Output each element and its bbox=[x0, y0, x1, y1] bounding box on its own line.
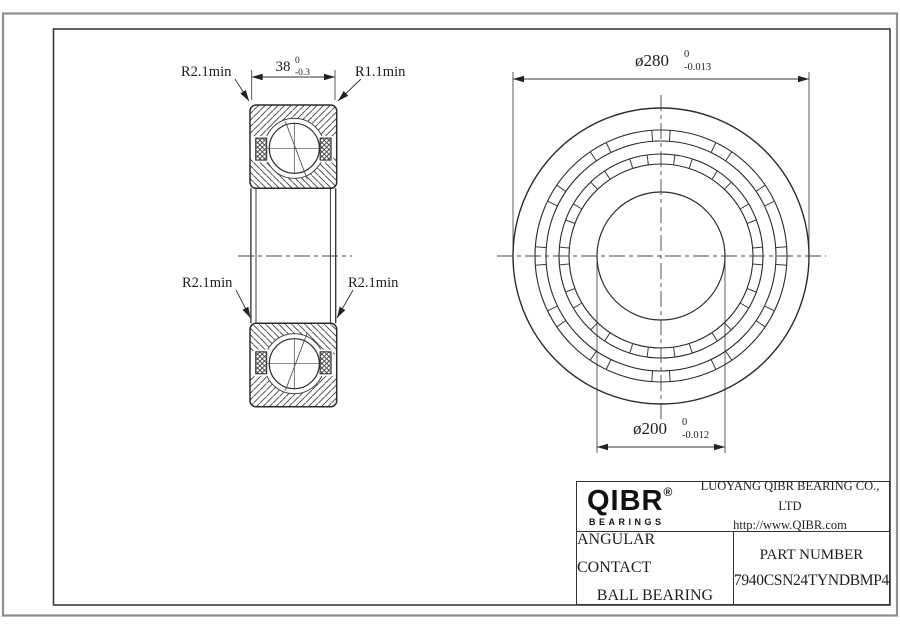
logo-sub-text: BEARINGS bbox=[589, 517, 665, 527]
company-website: http://www.QIBR.com bbox=[733, 518, 847, 533]
company-logo bbox=[577, 486, 695, 527]
side-view-top-section bbox=[250, 105, 337, 188]
width-dim-tol-lower: -0.3 bbox=[295, 68, 311, 78]
cage-section-left bbox=[256, 352, 267, 374]
callout-top-left: R2.1min bbox=[181, 64, 232, 80]
od-dim-tol-lower: -0.013 bbox=[684, 62, 712, 73]
cage-section-left bbox=[256, 138, 267, 160]
product-description-cell bbox=[577, 532, 734, 604]
width-dim-tol-upper: 0 bbox=[295, 56, 300, 66]
width-dim-value: 38 bbox=[275, 59, 291, 75]
callout-bottom-left: R2.1min bbox=[182, 275, 233, 291]
product-line2: BALL BEARING bbox=[596, 587, 714, 604]
title-block-header-row bbox=[577, 479, 889, 533]
bore-dim-tol-lower: -0.012 bbox=[682, 430, 710, 441]
company-name: LUOYANG QIBR BEARING CO., LTD bbox=[700, 479, 880, 513]
od-dim-tol-upper: 0 bbox=[684, 49, 690, 60]
part-number-label: PART NUMBER bbox=[759, 546, 864, 563]
logo-brand-text bbox=[587, 486, 695, 516]
title-block bbox=[576, 481, 890, 605]
part-number-value: 7940CSN24TYNDBMP4 bbox=[733, 571, 889, 589]
cage-section-right bbox=[320, 138, 331, 160]
bore-dim-tol-upper: 0 bbox=[682, 417, 688, 428]
width-dimension bbox=[252, 56, 335, 100]
title-block-detail-row bbox=[577, 532, 889, 604]
logo-word: QIBR bbox=[587, 485, 664, 517]
cage-section-right bbox=[320, 352, 331, 374]
product-line1: ANGULAR CONTACT bbox=[577, 531, 656, 576]
side-view-bottom-section bbox=[250, 323, 337, 406]
callout-top-right: R1.1min bbox=[355, 64, 406, 80]
registered-trademark-icon: ® bbox=[663, 485, 673, 499]
bore-dim-value: ø200 bbox=[633, 419, 667, 438]
part-number-cell bbox=[734, 532, 889, 604]
od-dim-value: ø280 bbox=[635, 51, 669, 70]
callout-bottom-right: R2.1min bbox=[348, 275, 399, 291]
